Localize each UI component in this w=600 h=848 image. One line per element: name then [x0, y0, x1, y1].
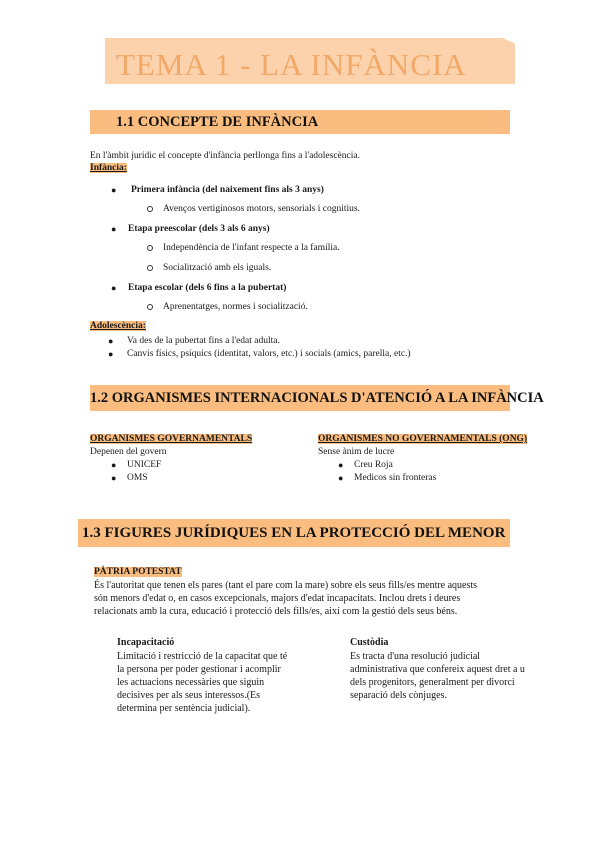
gov-desc: Depenen del govern: [90, 447, 167, 457]
infancia-label: Infància:: [90, 163, 127, 173]
custodia-line: separació dels cònjuges.: [350, 690, 447, 701]
stage-label: Primera infància (del naixement fins als 3 anys): [131, 185, 324, 195]
patria-line: són menors d'edat o, en casos excepcionals, majors d'edat incapacitats. Inclou drets i deures: [94, 593, 461, 604]
patria-line: relacionats amb la cura, educació i protecció dels fills/es, així com la gestió dels seus béns.: [94, 606, 458, 617]
stage-detail: Avenços vertiginosos motors, sensorials i cognitius.: [163, 204, 360, 214]
page-title: TEMA 1 - LA INFÀNCIA: [116, 47, 467, 82]
stage-label: Etapa preescolar (dels 3 als 6 anys): [128, 224, 270, 234]
bullet-icon: ●: [111, 185, 117, 195]
circle-bullet-icon: [147, 265, 153, 271]
bullet-icon: ●: [111, 224, 117, 234]
circle-bullet-icon: [147, 245, 153, 251]
bullet-icon: ●: [338, 473, 344, 483]
gov-item: UNICEF: [127, 460, 162, 470]
adolescencia-item: Canvis físics, psíquics (identitat, valors, etc.) i socials (amics, parella, etc.): [127, 349, 411, 359]
custodia-line: dels progenitors, generalment per divorci: [350, 677, 515, 688]
bullet-icon: ●: [108, 349, 114, 359]
incapacitacio-line: determina per sentència judicial).: [117, 703, 251, 714]
adolescencia-label: Adolescència:: [90, 321, 146, 331]
section-heading-1: 1.1 CONCEPTE DE INFÀNCIA: [90, 110, 510, 134]
ngo-item: Medicos sin fronteras: [354, 473, 437, 483]
circle-bullet-icon: [147, 206, 153, 212]
ngo-title: ORGANISMES NO GOVERNAMENTALS (ONG): [318, 434, 528, 444]
incapacitacio-line: decisives per als seus interessos.(Es: [117, 690, 261, 701]
incapacitacio-line: les actuacions necessàries que siguin: [117, 677, 265, 688]
bullet-icon: ●: [111, 460, 117, 470]
section-heading-3: 1.3 FIGURES JURÍDIQUES EN LA PROTECCIÓ DEL MENOR: [78, 519, 510, 547]
bullet-icon: ●: [108, 336, 114, 346]
custodia-line: administrativa que confereix aquest dret a u: [350, 664, 525, 675]
adolescencia-item: Va des de la pubertat fins a l'edat adulta.: [127, 336, 280, 346]
stage-detail: Independència de l'infant respecte a la família.: [163, 243, 340, 253]
intro-text: En l'àmbit jurídic el concepte d'infància perllonga fins a l'adolescència.: [90, 151, 360, 161]
ngo-item: Creu Roja: [354, 460, 393, 470]
bullet-icon: ●: [111, 283, 117, 293]
custodia-title: Custòdia: [350, 637, 389, 648]
gov-title: ORGANISMES GOVERNAMENTALS: [90, 434, 253, 444]
section-heading-2: 1.2 ORGANISMES INTERNACIONALS D'ATENCIÓ A LA INFÀNCIA: [90, 385, 510, 411]
gov-item: OMS: [127, 473, 148, 483]
bullet-icon: ●: [338, 460, 344, 470]
circle-bullet-icon: [147, 304, 153, 310]
stage-label: Etapa escolar (dels 6 fins a la pubertat): [128, 283, 287, 293]
patria-line: És l'autoritat que tenen els pares (tant el pare com la mare) sobre els seus fills/es mentre aquests: [94, 580, 478, 591]
stage-detail: Socialització amb els iguals.: [163, 263, 272, 273]
stage-detail: Aprenentatges, normes i socialització.: [163, 302, 308, 312]
patria-label: PÀTRIA POTESTAT: [94, 567, 182, 577]
ngo-desc: Sense ànim de lucre: [318, 447, 395, 457]
incapacitacio-line: Limitació i restricció de la capacitat que té: [117, 651, 288, 662]
bullet-icon: ●: [111, 473, 117, 483]
incapacitacio-line: la persona per poder gestionar i acomplir: [117, 664, 281, 675]
custodia-line: Es tracta d'una resolució judicial: [350, 651, 481, 662]
incapacitacio-title: Incapacitació: [117, 637, 175, 648]
